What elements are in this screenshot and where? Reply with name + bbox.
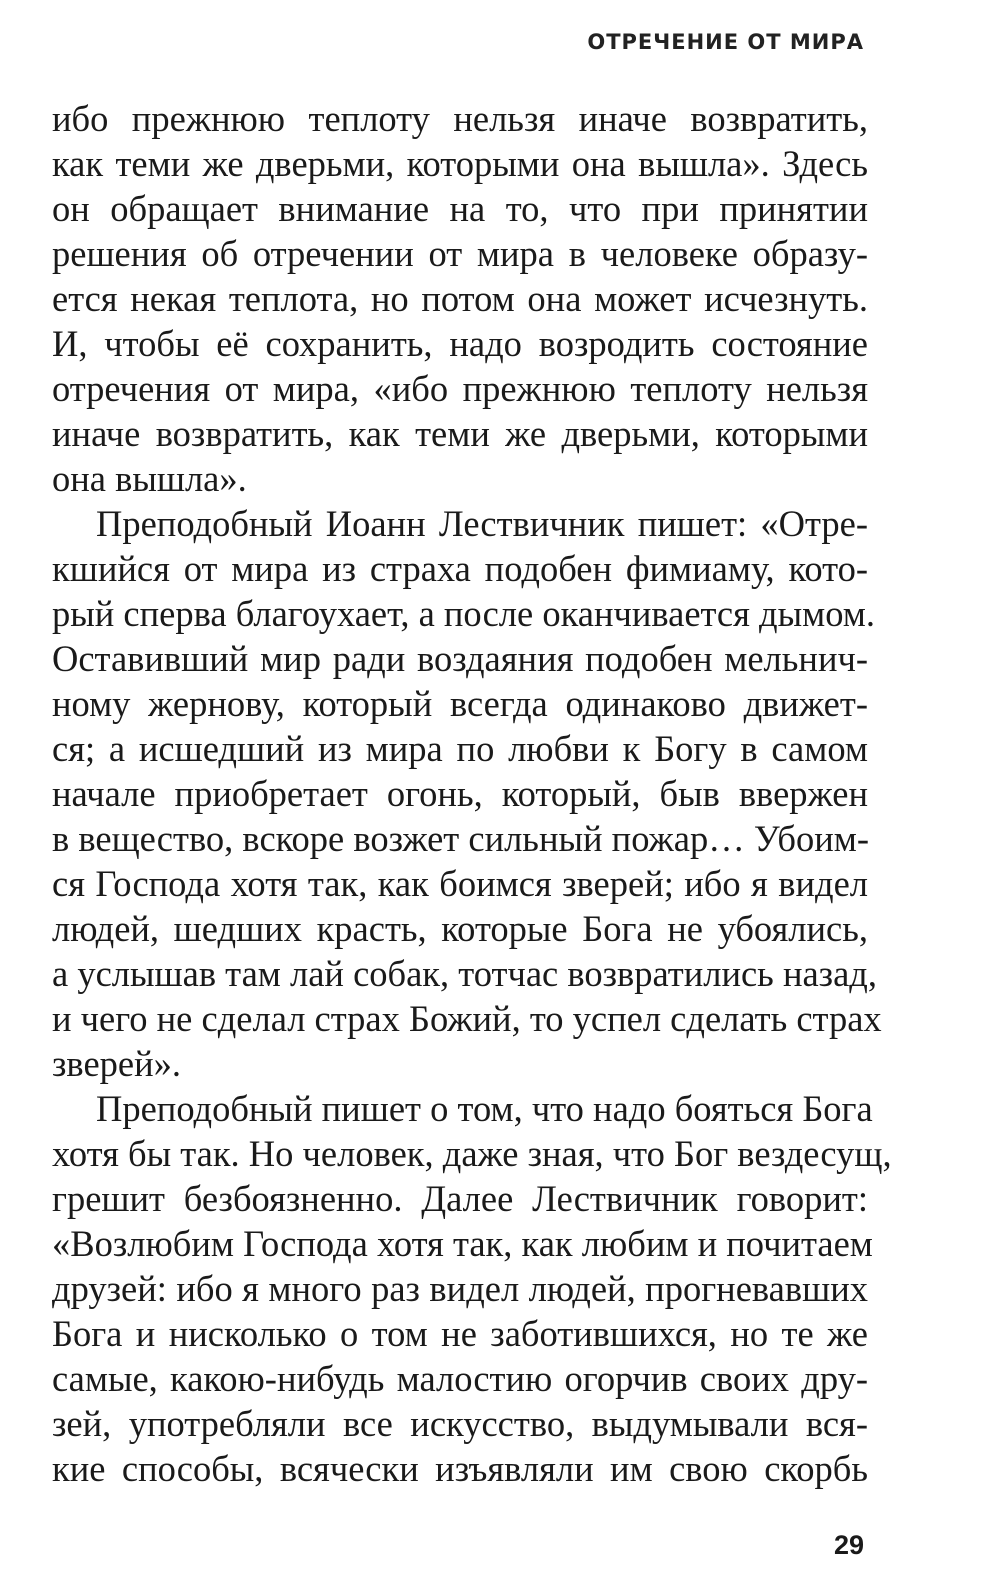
text-line: ся Господа хотя так, как боимся зверей; ибо я видел	[52, 863, 868, 904]
text-line: зей, употребляли все искусство, выдумывали вся-	[52, 1403, 868, 1444]
text-line: Бога и нисколько о том не заботившихся, но те же	[52, 1313, 868, 1354]
text-line: Преподобный пишет о том, что надо бояться Бога	[96, 1088, 873, 1129]
text-line: в вещество, вскоре возжет сильный пожар… Убоим-	[52, 818, 869, 859]
text-line: Оставивший мир ради воздаяния подобен мельнич-	[52, 638, 868, 679]
text-line: начале приобретает огонь, который, быв ввержен	[52, 773, 868, 814]
text-line: Преподобный Иоанн Лествичник пишет: «Отре-	[96, 503, 868, 544]
text-line: хотя бы так. Но человек, даже зная, что Бог вездесущ,	[52, 1133, 892, 1174]
text-line: отречения от мира, «ибо прежнюю теплоту нельзя	[52, 368, 868, 409]
running-header: ОТРЕЧЕНИЕ ОТ МИРА	[587, 30, 864, 54]
text-line: кие способы, всячески изъявляли им свою скорбь	[52, 1448, 868, 1489]
page-number: 29	[833, 1530, 864, 1560]
text-line: ется некая теплота, но потом она может исчезнуть.	[52, 278, 868, 319]
text-line: иначе возвратить, как теми же дверьми, которыми	[52, 413, 868, 454]
text-line: кшийся от мира из страха подобен фимиаму, кото-	[52, 548, 868, 589]
text-line: а услышав там лай собак, тотчас возвратились назад,	[52, 953, 877, 994]
text-line: ному жернову, который всегда одинаково движет-	[52, 683, 868, 724]
text-line: ся; а исшедший из мира по любви к Богу в самом	[52, 728, 868, 769]
text-line: рый сперва благоухает, а после оканчивается дымом.	[52, 593, 876, 634]
text-line: ибо прежнюю теплоту нельзя иначе возвратить,	[52, 98, 868, 139]
text-line: и чего не сделал страх Божий, то успел сделать страх	[52, 998, 882, 1039]
text-line: И, чтобы её сохранить, надо возродить состояние	[52, 323, 868, 364]
paragraph	[52, 96, 868, 501]
text-line: зверей».	[52, 1043, 181, 1084]
body-text	[52, 96, 892, 1491]
text-line: решения об отречении от мира в человеке образу-	[52, 233, 868, 274]
text-line: самые, какою-нибудь малостию огорчив своих дру-	[52, 1358, 868, 1399]
paragraph	[52, 501, 882, 1086]
text-line: как теми же дверьми, которыми она вышла». Здесь	[52, 143, 868, 184]
text-line: грешит безбоязненно. Далее Лествичник говорит:	[52, 1178, 868, 1219]
text-line: людей, шедших красть, которые Бога не убоялись,	[52, 908, 868, 949]
paragraph	[52, 1086, 892, 1491]
text-line: «Возлюбим Господа хотя так, как любим и почитаем	[52, 1223, 873, 1264]
text-line: она вышла».	[52, 458, 247, 499]
text-line: друзей: ибо я много раз видел людей, прогневавших	[52, 1268, 868, 1309]
text-line: он обращает внимание на то, что при принятии	[52, 188, 868, 229]
